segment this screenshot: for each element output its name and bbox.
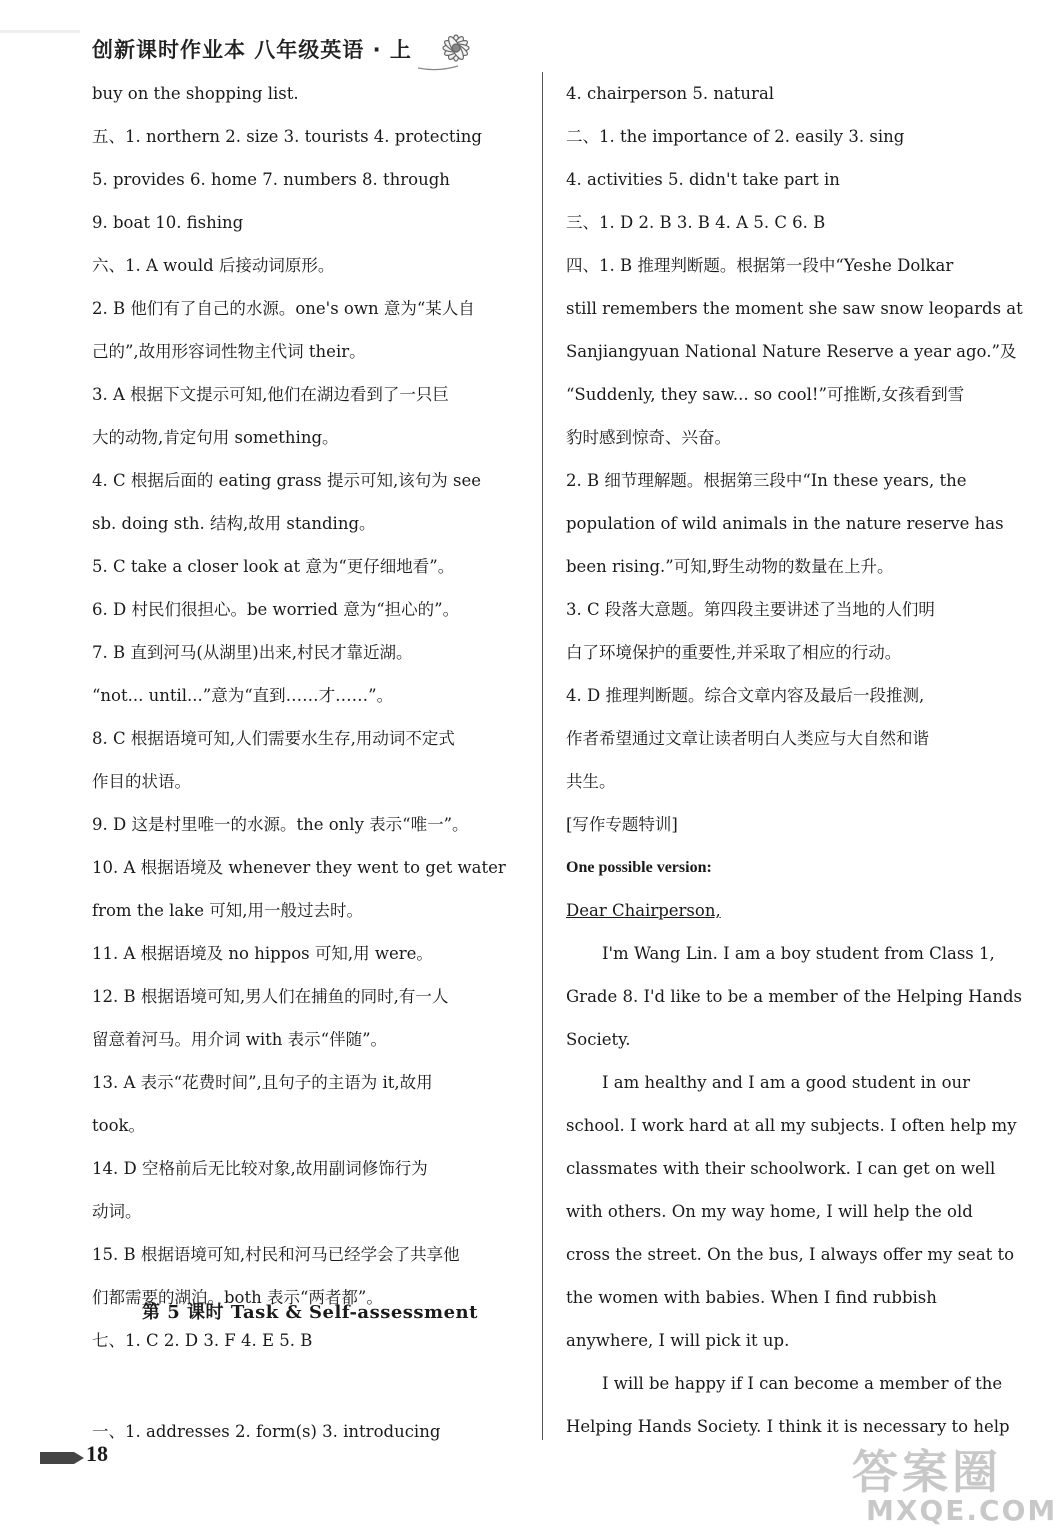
answer-line: 7. B 直到河马(从湖里)出来,村民才靠近湖。	[92, 643, 413, 662]
answer-line: 七、1. C 2. D 3. F 4. E 5. B	[92, 1331, 313, 1350]
answer-line: 六、1. A would 后接动词原形。	[92, 256, 335, 275]
essay-line: I am healthy and I am a good student in our	[602, 1073, 971, 1092]
answer-line: 一、1. addresses 2. form(s) 3. introducing	[92, 1422, 441, 1441]
column-divider	[542, 72, 543, 1440]
answer-line: 9. boat 10. fishing	[92, 213, 244, 232]
answer-line: 10. A 根据语境及 whenever they went to get water	[92, 858, 506, 877]
answer-line: buy on the shopping list.	[92, 84, 299, 103]
answer-line: 白了环境保护的重要性,并采取了相应的行动。	[566, 643, 902, 662]
answer-line: 14. D 空格前后无比较对象,故用副词修饰行为	[92, 1159, 428, 1178]
essay-line: with others. On my way home, I will help the old	[566, 1202, 973, 1221]
answer-line: “Suddenly, they saw... so cool!”可推断,女孩看到雪	[566, 385, 965, 404]
section-title: 第 5 课时 Task & Self-assessment	[142, 1302, 478, 1323]
answer-line: 大的动物,肯定句用 something。	[92, 428, 339, 447]
answer-line: 4. C 根据后面的 eating grass 提示可知,该句为 see	[92, 471, 481, 490]
answer-line: 豹时感到惊奇、兴奋。	[566, 428, 731, 447]
page-marker-icon	[40, 1448, 84, 1468]
answer-line: 作者希望通过文章让读者明白人类应与大自然和谐	[566, 729, 929, 748]
answer-line: 们都需要的湖泊。both 表示“两者都”。	[92, 1288, 383, 1307]
essay-line: Society.	[566, 1030, 631, 1049]
answer-line: 三、1. D 2. B 3. B 4. A 5. C 6. B	[566, 213, 826, 232]
page-number: 18	[86, 1441, 108, 1466]
answer-line: 共生。	[566, 772, 616, 791]
answer-line: 4. D 推理判断题。综合文章内容及最后一段推测,	[566, 686, 925, 705]
answer-line: 二、1. the importance of 2. easily 3. sing	[566, 127, 905, 146]
answer-line: 己的”,故用形容词性物主代词 their。	[92, 342, 366, 361]
watermark-top: 答案圈	[852, 1445, 1002, 1499]
watermark-logo	[852, 1436, 1058, 1528]
answer-line: been rising.”可知,野生动物的数量在上升。	[566, 557, 894, 576]
answer-line: Sanjiangyuan National Nature Reserve a year ago.”及	[566, 342, 1017, 361]
answer-line: 留意着河马。用介词 with 表示“伴随”。	[92, 1030, 388, 1049]
essay-line: school. I work hard at all my subjects. I often help my	[566, 1116, 1017, 1135]
answer-line: 四、1. B 推理判断题。根据第一段中“Yeshe Dolkar	[566, 256, 954, 275]
watermark-bottom: MXQE.COM	[866, 1494, 1058, 1527]
essay-intro: One possible version:	[566, 859, 712, 876]
answer-line: 2. B 细节理解题。根据第三段中“In these years, the	[566, 471, 967, 490]
answer-line: 动词。	[92, 1202, 142, 1221]
answer-line: still remembers the moment she saw snow leopards at	[566, 299, 1023, 318]
answer-line: 5. C take a closer look at 意为“更仔细地看”。	[92, 557, 455, 576]
flower-icon	[418, 22, 488, 82]
essay-salutation: Dear Chairperson,	[566, 901, 721, 920]
answer-line: population of wild animals in the nature reserve has	[566, 514, 1004, 533]
answer-line: from the lake 可知,用一般过去时。	[92, 901, 363, 920]
essay-line: I will be happy if I can become a member of the	[602, 1374, 1003, 1393]
answer-line: 11. A 根据语境及 no hippos 可知,用 were。	[92, 944, 433, 963]
answer-line: 五、1. northern 2. size 3. tourists 4. protecting	[92, 127, 482, 146]
answer-line: 5. provides 6. home 7. numbers 8. through	[92, 170, 450, 189]
essay-line: cross the street. On the bus, I always offer my seat to	[566, 1245, 1015, 1264]
essay-line: Helping Hands Society. I think it is necessary to help	[566, 1417, 1010, 1436]
answer-line: took。	[92, 1116, 145, 1135]
essay-line: Grade 8. I'd like to be a member of the Helping Hands	[566, 987, 1023, 1006]
answer-line: 9. D 这是村里唯一的水源。the only 表示“唯一”。	[92, 815, 469, 834]
essay-line: I'm Wang Lin. I am a boy student from Class 1,	[602, 944, 995, 963]
answer-line: 15. B 根据语境可知,村民和河马已经学会了共享他	[92, 1245, 460, 1264]
answer-line: 2. B 他们有了自己的水源。one's own 意为“某人自	[92, 299, 475, 318]
header-rule	[0, 30, 80, 33]
essay-line: the women with babies. When I find rubbish	[566, 1288, 937, 1307]
book-title: 创新课时作业本 八年级英语 · 上	[92, 38, 412, 62]
answer-line: 12. B 根据语境可知,男人们在捕鱼的同时,有一人	[92, 987, 449, 1006]
answer-line: 4. activities 5. didn't take part in	[566, 170, 840, 189]
answer-line: 4. chairperson 5. natural	[566, 84, 775, 103]
essay-line: classmates with their schoolwork. I can get on well	[566, 1159, 996, 1178]
answer-line: 作目的状语。	[92, 772, 191, 791]
answer-line: 3. C 段落大意题。第四段主要讲述了当地的人们明	[566, 600, 935, 619]
answer-line: sb. doing sth. 结构,故用 standing。	[92, 514, 376, 533]
essay-line: anywhere, I will pick it up.	[566, 1331, 790, 1350]
answer-line: 3. A 根据下文提示可知,他们在湖边看到了一只巨	[92, 385, 449, 404]
answer-line: 13. A 表示“花费时间”,且句子的主语为 it,故用	[92, 1073, 433, 1092]
answer-line: 8. C 根据语境可知,人们需要水生存,用动词不定式	[92, 729, 455, 748]
answer-line: 6. D 村民们很担心。be worried 意为“担心的”。	[92, 600, 460, 619]
answer-line: [写作专题特训]	[566, 815, 678, 834]
answer-line: “not... until...”意为“直到……才……”。	[92, 686, 394, 705]
page-header	[0, 0, 1061, 78]
